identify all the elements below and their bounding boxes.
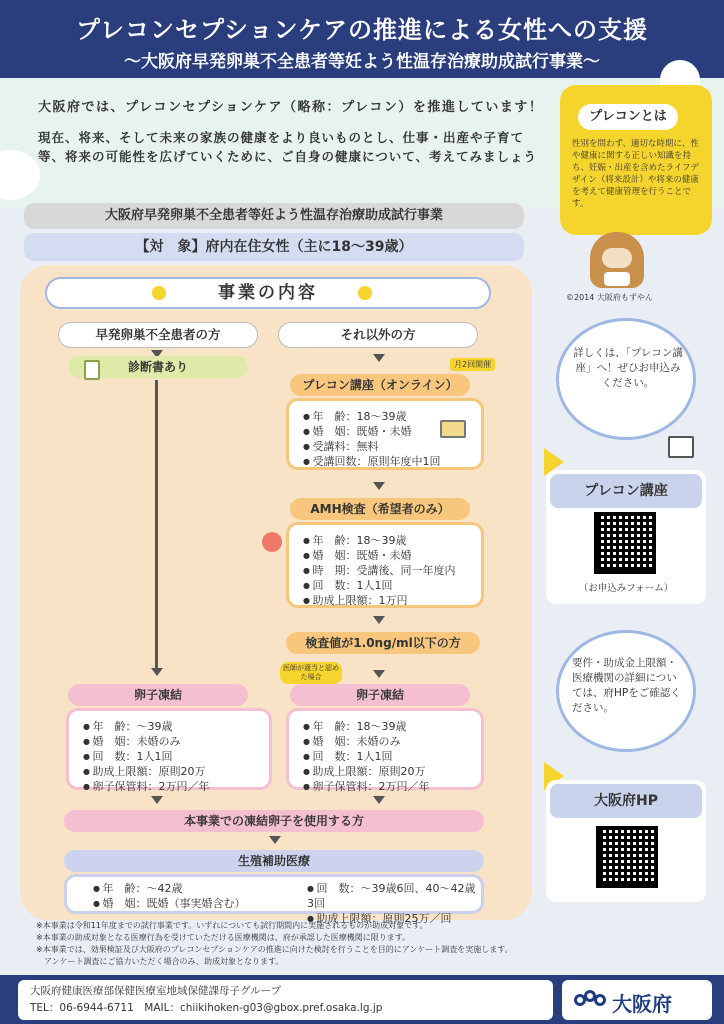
contact-tel-mail: TEL：06-6944-6711 MAIL：chiikihoken-g03@gbox.pref.osaka.lg.jp: [30, 1002, 383, 1014]
condition-item: ● 回 数：1人1回: [303, 578, 471, 593]
left-freeze-pill: 卵子凍結: [68, 684, 248, 706]
contact-org: 大阪府健康医療部保健医療室地域保健課母子グループ: [30, 985, 282, 997]
arrow-down-icon: [151, 796, 163, 804]
about-precon-text: 性別を問わず、適切な時期に、性や健康に関する正しい知識を持ち、妊娠・出産を含めたライフデザイン（将来設計）や将来の健康を考えて健康管理を行うことです。: [572, 139, 699, 209]
monitor-icon: [668, 436, 694, 458]
yellow-dot-icon: [358, 286, 372, 300]
blood-drop-icon: [262, 532, 282, 552]
use-eggs-bar: 本事業での凍結卵子を使用する方: [64, 810, 484, 832]
condition-item: ● 助成上限額：1万円: [303, 593, 471, 608]
target-bar: 【対 象】府内在住女性（主に18〜39歳）: [24, 233, 524, 261]
right-freeze-pill: 卵子凍結: [290, 684, 470, 706]
note-line: アンケート調査にご協力いただく場合のみ、助成対象となります。: [36, 957, 284, 966]
art-box: [64, 874, 484, 925]
condition-item: ● 婚 姻：既婚・未婚: [303, 548, 471, 563]
intro-paragraph-2: 現在、将来、そして未来の家族の健康をより良いものとし、仕事・出産や子育て等、将来の可能性を広げていくために、ご自身の健康について、考えてみましょう: [38, 130, 538, 164]
hp-qr-code[interactable]: [596, 826, 658, 888]
note-line: ※本事業では、効果検証及び大阪府のプレコンセプションケアの推進に向けた検討を行うことを目的にアンケート調査を実施します。: [36, 945, 513, 954]
logo-text: 大阪府: [612, 992, 672, 1016]
form-caption: （お申込みフォーム）: [578, 583, 674, 594]
flow-line: [155, 380, 158, 668]
condition-item: ● 卵子保管料：2万円／年: [303, 779, 471, 794]
note-line: ※本事業の助成対象となる医療行為を受けていただける医療機関は、府が承認した医療機関に限ります。: [36, 933, 411, 942]
arrow-down-icon: [373, 796, 385, 804]
doctor-badge: 医師が適当と認めた場合: [280, 662, 342, 684]
bubble-course-text: 詳しくは、「プレコン講座」へ！ぜひお申込みください。: [573, 347, 683, 389]
condition-item: ● 受講料：無料: [303, 439, 471, 454]
left-freeze-box: [66, 708, 272, 793]
left-column-head: 早発卵巣不全患者の方: [58, 322, 258, 348]
content-title: 事業の内容: [218, 283, 318, 303]
art-pill: 生殖補助医療: [64, 850, 484, 872]
content-title-bar: [45, 277, 491, 309]
condition-item: ● 受講回数：原則年度中1回: [303, 454, 471, 469]
arrow-down-icon: [269, 836, 281, 844]
condition-item: ● 年 齢：18〜39歳: [303, 409, 471, 424]
condition-item: ● 回 数：1人1回: [303, 749, 471, 764]
diagnosis-pill: 診断書あり: [68, 356, 248, 378]
mascot-image: [590, 232, 644, 288]
course-pill: プレコン講座（オンライン）: [290, 374, 470, 396]
course-qr-label: プレコン講座: [550, 474, 702, 508]
note-line: ※本事業は令和11年度までの試行事業です。いずれについても試行期間内に実施されるものが助成対象です。: [36, 921, 428, 930]
hp-qr-label: 大阪府HP: [550, 784, 702, 818]
right-column-head: それ以外の方: [278, 322, 478, 348]
amh-box: [286, 522, 484, 608]
condition-item: ● 婚 姻：既婚・未婚: [303, 424, 471, 439]
notes: [36, 920, 536, 968]
arrow-down-icon: [373, 670, 385, 678]
condition-item: ● 年 齢：〜39歳: [83, 719, 259, 734]
intro-paragraph-1: 大阪府では、プレコンセプションケア（略称：プレコン）を推進しています！: [38, 100, 544, 115]
condition-item: ● 婚 姻：既婚（事実婚含む）: [93, 896, 246, 911]
condition-item: ● 助成上限額：原則20万: [83, 764, 259, 779]
course-qr-code[interactable]: [594, 512, 656, 574]
condition-item: ● 助成上限額：原則20万: [303, 764, 471, 779]
arrow-down-icon: [373, 616, 385, 624]
condition-item: ● 年 齢：18〜39歳: [303, 533, 471, 548]
condition-item: ● 年 齢：〜42歳: [93, 881, 246, 896]
condition-item: ● 年 齢：18〜39歳: [303, 719, 471, 734]
condition-item: ● 婚 姻：未婚のみ: [303, 734, 471, 749]
yellow-dot-icon: [152, 286, 166, 300]
mascot-credit: ©2014 大阪府もずやん: [566, 293, 653, 302]
page-subtitle: 〜大阪府早発卵巣不全患者等妊よう性温存治療助成試行事業〜: [124, 52, 600, 72]
condition-item: ● 助成上限額：原則25万／回: [307, 911, 481, 926]
laptop-icon: [440, 420, 466, 438]
arrow-down-icon: [151, 668, 163, 676]
arrow-down-icon: [373, 354, 385, 362]
result-pill: 検査値が1.0ng/ml以下の方: [286, 632, 480, 654]
condition-item: ● 回 数：〜39歳6回、40〜42歳3回: [307, 881, 481, 911]
condition-item: ● 婚 姻：未婚のみ: [83, 734, 259, 749]
clipboard-icon: [84, 360, 100, 380]
about-precon-label: プレコンとは: [578, 104, 678, 130]
page-title: プレコンセプションケアの推進による女性への支援: [75, 16, 649, 44]
amh-pill: AMH検査（希望者のみ）: [290, 498, 470, 520]
condition-item: ● 回 数：1人1回: [83, 749, 259, 764]
arrow-down-icon: [373, 482, 385, 490]
osaka-logo-icon: [574, 990, 606, 1010]
condition-item: ● 卵子保管料：2万円／年: [83, 779, 259, 794]
project-name-bar: 大阪府早発卵巣不全患者等妊よう性温存治療助成試行事業: [24, 203, 524, 229]
condition-item: ● 時 期：受講後、同一年度内: [303, 563, 471, 578]
schedule-badge: 月2回開催: [450, 358, 495, 371]
right-freeze-box: [286, 708, 484, 793]
header: [0, 0, 724, 78]
bubble-hp-text: 要件・助成金上限額・医療機関の詳細については、府HPをご確認ください。: [572, 657, 681, 714]
